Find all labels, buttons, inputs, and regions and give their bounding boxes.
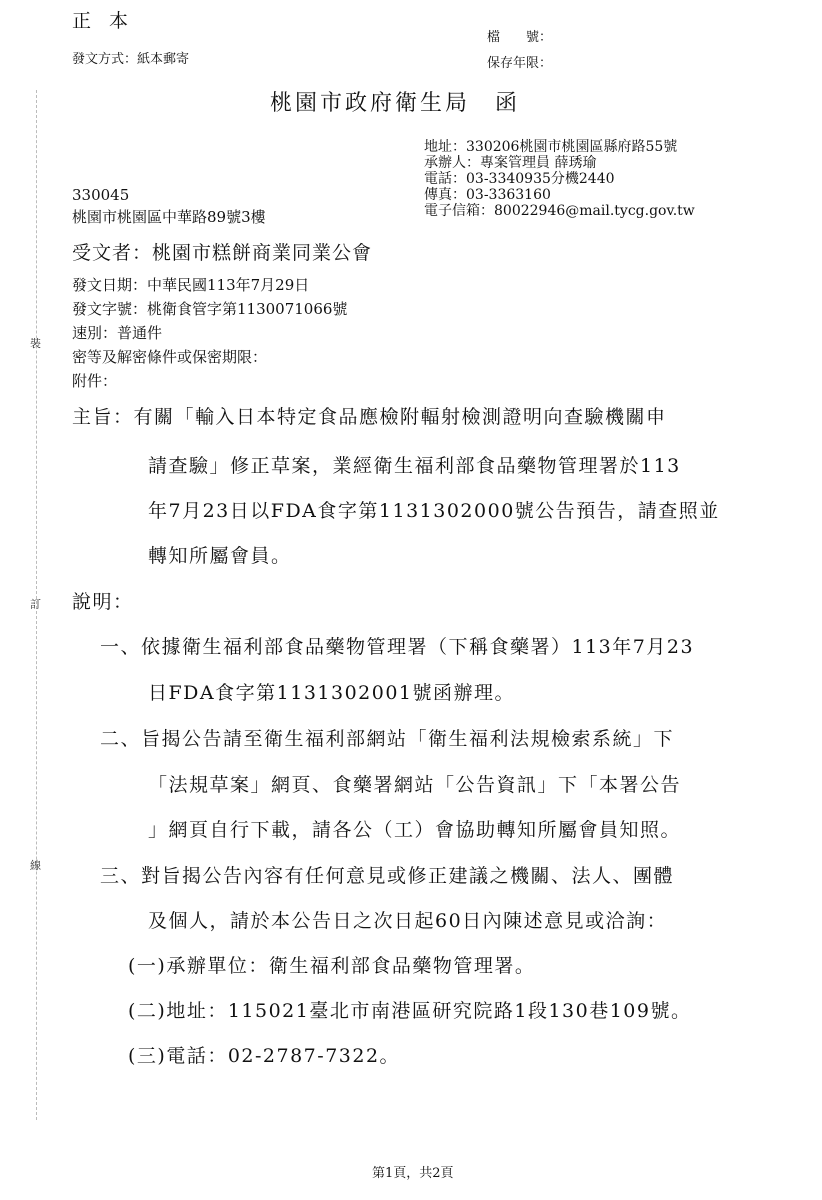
recipient-postal-code: 330045 — [72, 186, 130, 204]
explanation-item-1-line-1: 一、依據衛生福利部食品藥物管理署（下稱食藥署）113年7月23 — [100, 636, 695, 658]
explanation-item-2-line-3: 」網頁自行下載，請各公（工）會協助轉知所屬會員知照。 — [148, 819, 682, 841]
email: 電子信箱：80022946@mail.tycg.gov.tw — [424, 203, 695, 219]
explanation-item-3-line-1: 三、對旨揭公告內容有任何意見或修正建議之機關、法人、團體 — [100, 865, 675, 887]
explanation-item-3-line-2: 及個人，請於本公告日之次日起60日內陳述意見或洽詢： — [148, 910, 668, 932]
explanation-item-2-line-2: 「法規草案」網頁、食藥署網站「公告資訊」下「本署公告 — [148, 774, 682, 796]
secrecy-level: 密等及解密條件或保密期限： — [72, 348, 268, 366]
phone: 電話：03-3340935分機2440 — [424, 171, 615, 187]
sender-address: 地址：330206桃園市桃園區縣府路55號 — [424, 139, 678, 155]
recipient-address: 桃園市桃園區中華路89號3樓 — [72, 208, 266, 226]
copy-mark: 正 本 — [72, 10, 135, 32]
subject-line-4: 轉知所屬會員。 — [148, 545, 292, 567]
explanation-sub-1: (一)承辦單位：衛生福利部食品藥物管理署。 — [128, 955, 536, 977]
binding-mark-xian: 線 — [30, 859, 41, 872]
page-number: 第1頁，共2頁 — [372, 1166, 454, 1181]
document-number: 發文字號：桃衛食管字第1130071066號 — [72, 300, 348, 318]
attachment: 附件： — [72, 372, 118, 390]
fax: 傳真：03-3363160 — [424, 187, 551, 203]
recipient: 受文者：桃園市糕餅商業同業公會 — [72, 242, 373, 264]
explanation-item-2-line-1: 二、旨揭公告請至衛生福利部網站「衛生福利法規檢索系統」下 — [100, 728, 675, 750]
retention-period: 保存年限： — [487, 56, 553, 71]
binding-mark-ding: 訂 — [30, 598, 41, 611]
page-title: 桃園市政府衛生局 函 — [270, 91, 521, 116]
file-number: 檔 號： — [487, 30, 553, 45]
subject-line-1: 主旨：有關「輸入日本特定食品應檢附輻射檢測證明向查驗機關申 — [72, 406, 667, 428]
explanation-label: 說明： — [72, 591, 134, 613]
explanation-item-1-line-2: 日FDA食字第1131302001號函辦理。 — [148, 682, 516, 704]
issue-date: 發文日期：中華民國113年7月29日 — [72, 276, 310, 294]
speed-class: 速別：普通件 — [72, 324, 163, 342]
explanation-sub-2: (二)地址：115021臺北市南港區研究院路1段130巷109號。 — [128, 1000, 692, 1022]
subject-line-2: 請查驗」修正草案，業經衛生福利部食品藥物管理署於113 — [148, 455, 681, 477]
handler: 承辦人：專案管理員 薛琇瑜 — [424, 155, 597, 171]
send-method: 發文方式：紙本郵寄 — [72, 52, 190, 67]
binding-mark-zhuang: 裝 — [30, 337, 41, 350]
explanation-sub-3: (三)電話：02-2787-7322。 — [128, 1045, 401, 1067]
subject-line-3: 年7月23日以FDA食字第1131302000號公告預告，請查照並 — [148, 500, 720, 522]
